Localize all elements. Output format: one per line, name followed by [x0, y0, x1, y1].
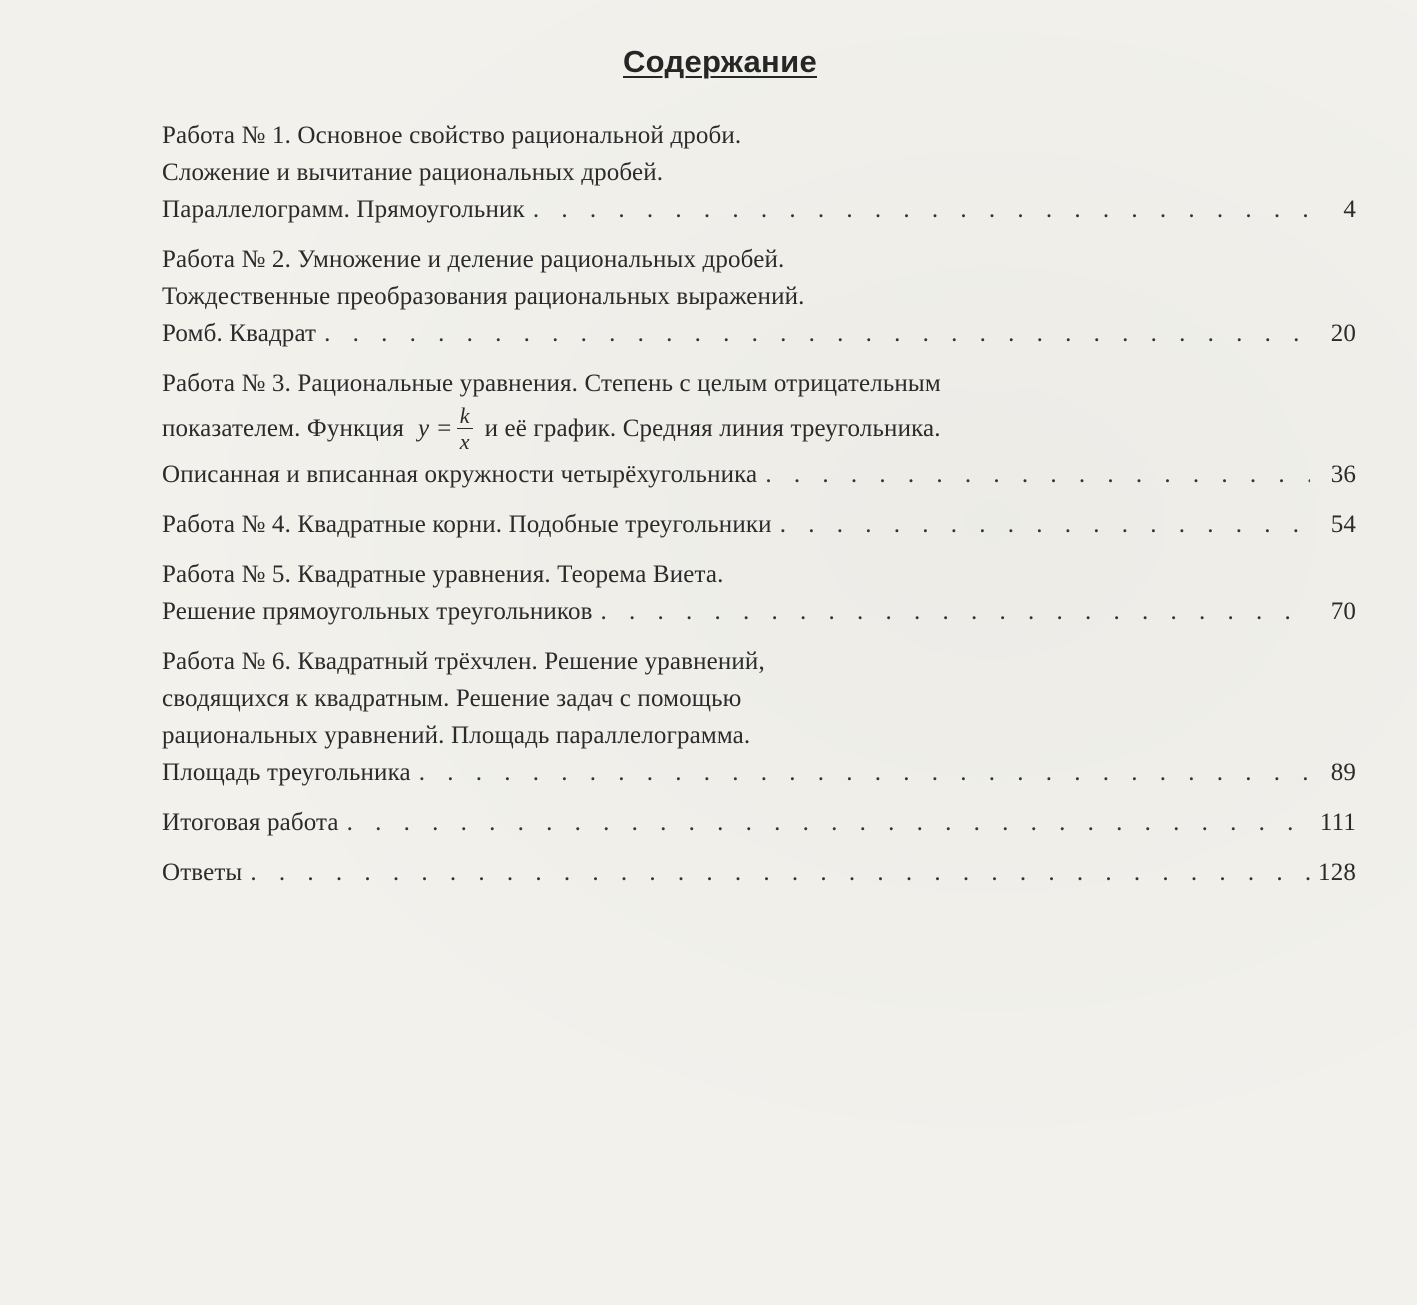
- page-number: 20: [1330, 320, 1356, 347]
- dot-leader: [419, 754, 1310, 791]
- toc-entry-line: Тождественные преобразования рациональных выражений.: [162, 283, 805, 310]
- fraction-denominator: x: [459, 429, 470, 454]
- toc-entry-text: Работа № 4. Квадратные корни. Подобные треугольники: [162, 511, 772, 538]
- toc-entry-line: [162, 854, 1356, 891]
- toc-entry-1[interactable]: [162, 117, 1356, 228]
- dot-leader: [780, 506, 1310, 543]
- toc-entry-line: [162, 593, 1356, 630]
- formula-text-after: и её график. Средняя линия треугольника.: [484, 415, 941, 442]
- toc-entry-text: Ромб. Квадрат: [162, 320, 317, 347]
- toc-entry-line: [162, 315, 1356, 352]
- toc-entry-line: Сложение и вычитание рациональных дробей.: [162, 159, 664, 186]
- fraction-numerator: k: [457, 405, 473, 429]
- toc-entry-formula-line: [162, 402, 1356, 456]
- dot-leader: [765, 456, 1310, 493]
- table-of-contents: [162, 117, 1356, 904]
- toc-entry-4[interactable]: [162, 506, 1356, 543]
- toc-entry-line: [162, 506, 1356, 543]
- toc-entry-text: Площадь треугольника: [162, 759, 411, 786]
- fraction-k-over-x: [457, 405, 473, 453]
- toc-entry-3[interactable]: [162, 365, 1356, 493]
- page-number: 70: [1330, 598, 1356, 625]
- page-number: 4: [1343, 196, 1356, 223]
- page-number: 128: [1318, 859, 1356, 886]
- toc-entry-line: Работа № 5. Квадратные уравнения. Теорема Виета.: [162, 561, 724, 588]
- dot-leader: [324, 315, 1310, 352]
- toc-entry-8[interactable]: [162, 854, 1356, 891]
- toc-entry-text: Ответы: [162, 859, 243, 886]
- page-number: 54: [1330, 511, 1356, 538]
- dot-leader: [533, 191, 1310, 228]
- formula-text-before: показателем. Функция: [162, 415, 405, 442]
- toc-entry-line: рациональных уравнений. Площадь параллелограмма.: [162, 722, 751, 749]
- toc-entry-5[interactable]: [162, 556, 1356, 630]
- page-number: 89: [1330, 759, 1356, 786]
- toc-entry-line: Работа № 3. Рациональные уравнения. Степень с целым отрицательным: [162, 370, 941, 397]
- formula-variable: y =: [418, 415, 453, 442]
- dot-leader: [347, 804, 1310, 841]
- dot-leader: [601, 593, 1310, 630]
- page-number: 111: [1319, 809, 1356, 836]
- toc-entry-line: [162, 191, 1356, 228]
- toc-entry-text: Описанная и вписанная окружности четырёхугольника: [162, 461, 758, 488]
- toc-entry-7[interactable]: [162, 804, 1356, 841]
- toc-entry-line: сводящихся к квадратным. Решение задач с помощью: [162, 685, 742, 712]
- toc-entry-line: [162, 804, 1356, 841]
- toc-entry-6[interactable]: [162, 643, 1356, 791]
- toc-entry-text: Параллелограмм. Прямоугольник: [162, 196, 525, 223]
- dot-leader: [250, 854, 1310, 891]
- toc-entry-line: [162, 754, 1356, 791]
- page-title: Содержание: [623, 44, 817, 79]
- toc-entry-line: [162, 456, 1356, 493]
- toc-entry-2[interactable]: [162, 241, 1356, 352]
- toc-entry-line: Работа № 2. Умножение и деление рациональных дробей.: [162, 246, 785, 273]
- toc-entry-text: Итоговая работа: [162, 809, 339, 836]
- toc-entry-line: Работа № 1. Основное свойство рациональной дроби.: [162, 122, 742, 149]
- page-number: 36: [1330, 461, 1356, 488]
- toc-entry-text: Решение прямоугольных треугольников: [162, 598, 593, 625]
- toc-entry-line: Работа № 6. Квадратный трёхчлен. Решение уравнений,: [162, 648, 765, 675]
